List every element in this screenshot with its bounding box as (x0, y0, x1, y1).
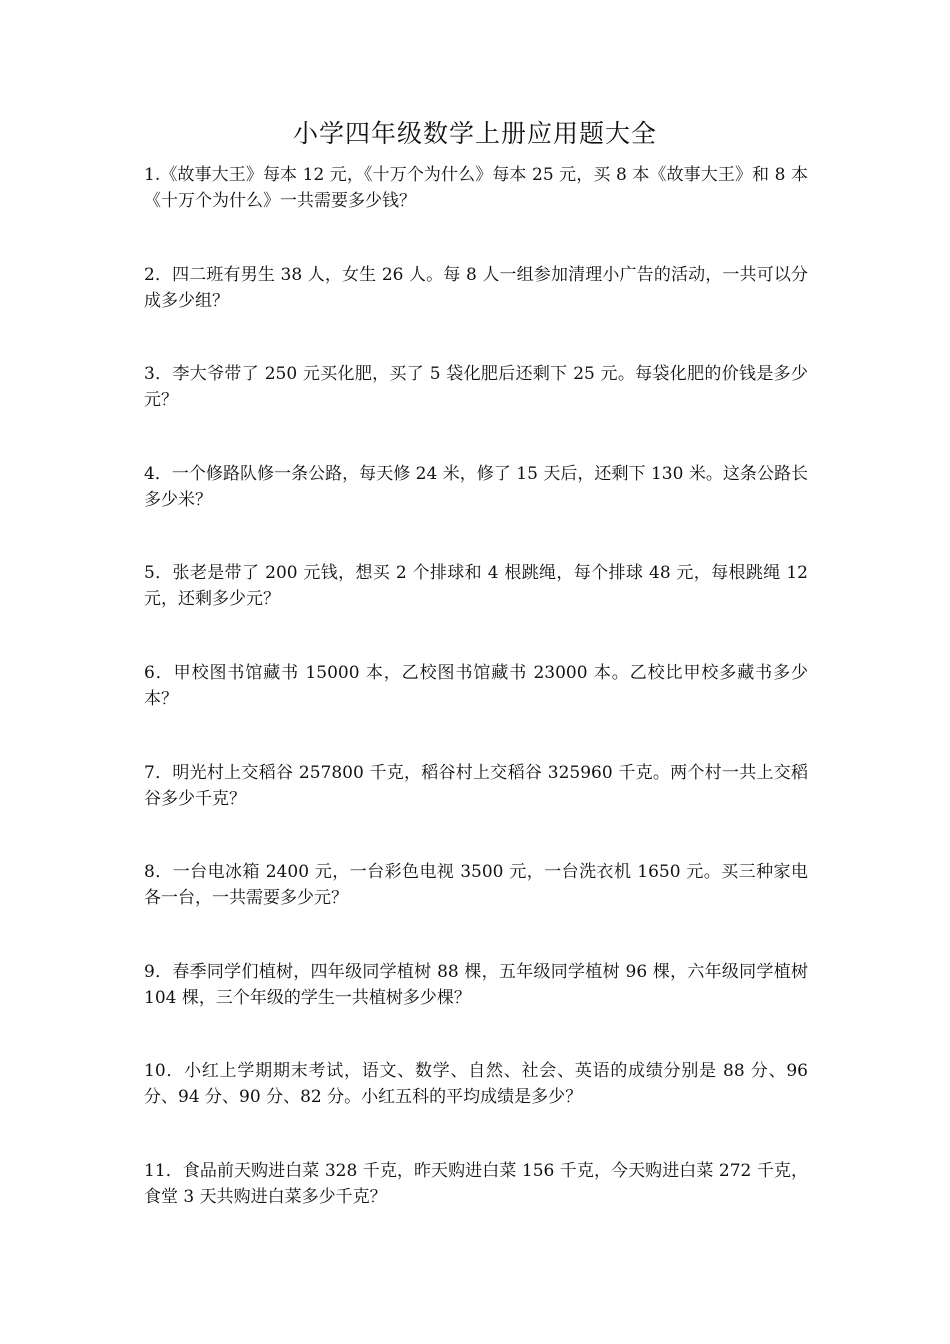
problem-11: 11．食品前天购进白菜 328 千克，昨天购进白菜 156 千克，今天购进白菜 272 千克，食堂 3 天共购进白菜多少千克？ (144, 1160, 808, 1207)
document-title: 小学四年级数学上册应用题大全 (292, 119, 657, 148)
problem-2: 2．四二班有男生 38 人，女生 26 人。每 8 人一组参加清理小广告的活动，一共可以分成多少组？ (144, 264, 808, 311)
problem-6: 6．甲校图书馆藏书 15000 本，乙校图书馆藏书 23000 本。乙校比甲校多藏书多少本？ (144, 662, 808, 709)
problem-8: 8．一台电冰箱 2400 元，一台彩色电视 3500 元，一台洗衣机 1650 元。买三种家电各一台，一共需要多少元？ (144, 862, 808, 909)
problem-10: 10．小红上学期期末考试，语文、数学、自然、社会、英语的成绩分别是 88 分、96 分、94 分、90 分、82 分。小红五科的平均成绩是多少？ (144, 1061, 808, 1108)
problem-1: 1.《故事大王》每本 12 元，《十万个为什么》每本 25 元，买 8 本《故事大王》和 8 本《十万个为什么》一共需要多少钱？ (144, 165, 808, 211)
problem-7: 7．明光村上交稻谷 257800 千克，稻谷村上交稻谷 325960 千克。两个村一共上交稻谷多少千克？ (144, 762, 808, 809)
problem-list (144, 162, 808, 1258)
problem-9: 9．春季同学们植树，四年级同学植树 88 棵，五年级同学植树 96 棵，六年级同学植树 104 棵，三个年级的学生一共植树多少棵？ (144, 961, 808, 1008)
problem-4: 4．一个修路队修一条公路，每天修 24 米，修了 15 天后，还剩下 130 米。这条公路长多少米？ (144, 463, 808, 510)
problem-5: 5．张老是带了 200 元钱，想买 2 个排球和 4 根跳绳，每个排球 48 元，每根跳绳 12 元，还剩多少元？ (144, 563, 808, 610)
problem-3: 3．李大爷带了 250 元买化肥，买了 5 袋化肥后还剩下 25 元。每袋化肥的价钱是多少元？ (144, 364, 808, 411)
